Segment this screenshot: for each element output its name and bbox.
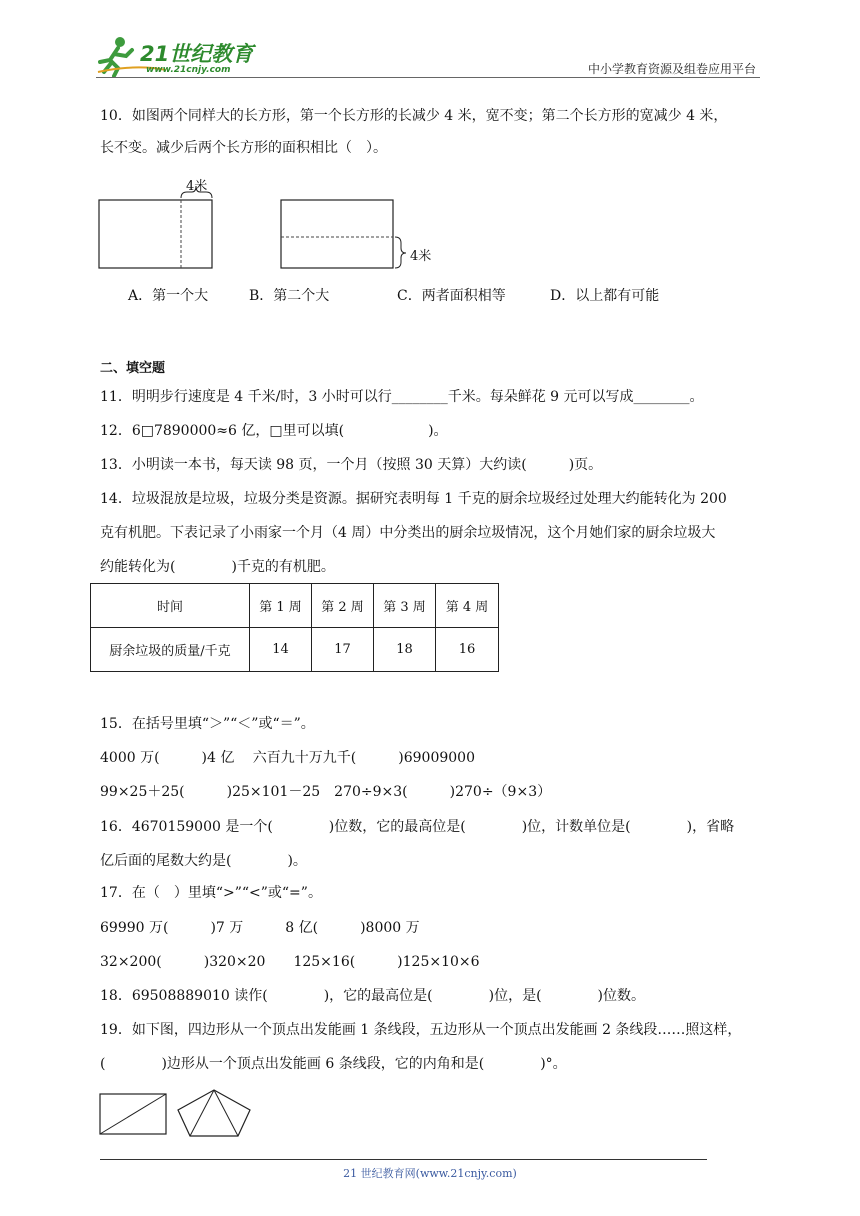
- table-cell: 16: [436, 628, 499, 672]
- q19-polygons-figure: [98, 1088, 258, 1140]
- q10-option-b: B．第二个大: [249, 288, 330, 304]
- section-title: 二、填空题: [100, 361, 166, 376]
- header-platform-text: 中小学教育资源及组卷应用平台: [587, 62, 756, 76]
- q10-option-c: C．两者面积相等: [397, 288, 506, 304]
- q12: 12．6□7890000≈6 亿，□里可以填( )。: [100, 423, 448, 439]
- q11: 11．明明步行速度是 4 千米/时，3 小时可以行________千米。每朵鲜花 9 元可以写成________。: [100, 389, 704, 405]
- table-header-row: [91, 584, 499, 628]
- site-logo: [96, 34, 266, 78]
- q19-line2: ( )边形从一个顶点出发能画 6 条线段，它的内角和是( )°。: [100, 1056, 567, 1072]
- q17-line1: 17．在（ ）里填“>”“<”或“=”。: [100, 885, 322, 901]
- table-header-cell: 第 1 周: [250, 584, 312, 628]
- table-header-cell: 第 3 周: [374, 584, 436, 628]
- q16-line2: 亿后面的尾数大约是( )。: [100, 853, 307, 869]
- logo-text: 21世纪教育: [140, 42, 254, 66]
- q16-line1: 16．4670159000 是一个( )位数，它的最高位是( )位，计数单位是( )，省略: [100, 819, 735, 835]
- logo-url: www.21cnjy.com: [146, 65, 231, 75]
- header-divider: [96, 77, 760, 78]
- rectangle-two: [281, 200, 393, 268]
- q18: 18．69508889010 读作( )，它的最高位是( )位，是( )位数。: [100, 988, 646, 1004]
- brace-right: [395, 237, 406, 268]
- q17-line3: 32×200( )320×20 125×16( )125×10×6: [100, 954, 480, 970]
- kitchen-waste-table: [90, 583, 499, 672]
- table-cell: 17: [312, 628, 374, 672]
- footer-text: 21 世纪教育网(www.21cnjy.com): [343, 1167, 517, 1180]
- rectangle-one: [99, 200, 212, 268]
- table-cell: 18: [374, 628, 436, 672]
- q14-line2: 克有机肥。下表记录了小雨家一个月（4 周）中分类出的厨余垃圾情况，这个月她们家的厨余垃圾大: [100, 525, 716, 541]
- table-header-cell: 第 4 周: [436, 584, 499, 628]
- table-cell: 14: [250, 628, 312, 672]
- q17-line2: 69990 万( )7 万 8 亿( )8000 万: [100, 920, 420, 936]
- table-header-cell: 时间: [91, 584, 250, 628]
- q10-line2: 长不变。减少后两个长方形的面积相比（ ）。: [100, 140, 387, 156]
- q10-option-d: D．以上都有可能: [550, 288, 660, 304]
- quadrilateral-diagonal: [100, 1094, 166, 1134]
- q14-line3: 约能转化为( )千克的有机肥。: [100, 559, 335, 575]
- q10-label-right: 4米: [410, 249, 432, 264]
- footer-divider: [100, 1159, 707, 1160]
- table-header-cell: 第 2 周: [312, 584, 374, 628]
- q10-rectangles-figure: [95, 170, 445, 280]
- q15-line3: 99×25＋25( )25×101－25 270÷9×3( )270÷（9×3）: [100, 784, 552, 800]
- q13: 13．小明读一本书，每天读 98 页，一个月（按照 30 天算）大约读( )页。: [100, 457, 603, 473]
- table-row: [91, 628, 499, 672]
- q10-option-a: A．第一个大: [128, 288, 209, 304]
- pentagon-shape: [178, 1090, 250, 1136]
- q15-line1: 15．在括号里填“＞”“＜”或“＝”。: [100, 716, 315, 732]
- table-row-label: 厨余垃圾的质量/千克: [91, 628, 250, 672]
- q10-line1: 10．如图两个同样大的长方形，第一个长方形的长减少 4 米，宽不变；第二个长方形的宽减少 4 米，: [100, 108, 728, 124]
- q15-line2: 4000 万( )4 亿 六百九十万九千( )69009000: [100, 750, 475, 766]
- q10-label-top: 4米: [186, 179, 208, 194]
- q19-line1: 19．如下图，四边形从一个顶点出发能画 1 条线段，五边形从一个顶点出发能画 2 条线段……照这样，: [100, 1022, 742, 1038]
- q14-line1: 14．垃圾混放是垃圾，垃圾分类是资源。据研究表明每 1 千克的厨余垃圾经过处理大约能转化为 200: [100, 491, 727, 507]
